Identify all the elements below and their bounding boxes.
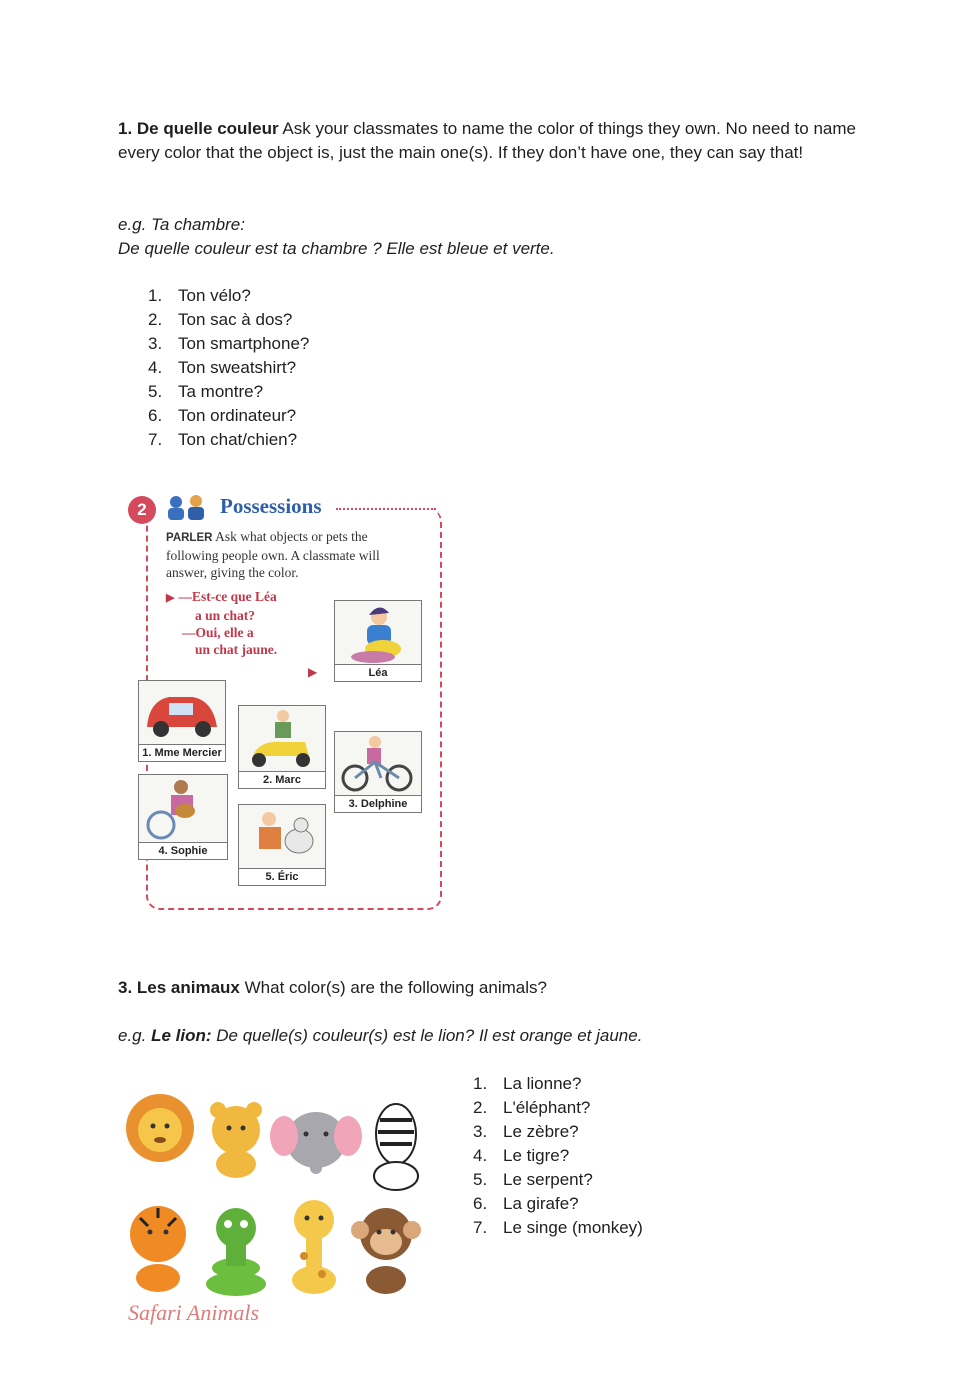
list-item — [148, 356, 309, 380]
list-item-number: 6. — [473, 1194, 488, 1213]
dialogue-line-1: ▶ —Est-ce que Léa — [166, 589, 277, 604]
panel-instruction — [166, 528, 406, 581]
dialogue-line-4: un chat jaune. — [195, 642, 278, 657]
lea-caption: Léa — [335, 664, 421, 681]
arrow-icon: ▶ — [308, 665, 318, 679]
example-prefix: e.g. — [118, 1026, 152, 1045]
list-item — [148, 284, 309, 308]
list-item-text: Le serpent? — [503, 1170, 593, 1189]
list-item-text: Le singe (monkey) — [503, 1218, 643, 1237]
section3-instruction-text: What color(s) are the following animals? — [239, 978, 547, 997]
list-item — [473, 1072, 643, 1096]
list-item-text: Le zèbre? — [503, 1122, 579, 1141]
dialogue-line-3: —Oui, elle a — [182, 625, 254, 640]
man-with-dog-icon — [239, 805, 325, 869]
mme-mercier-caption: 1. Mme Mercier — [139, 744, 225, 761]
parler-label: PARLER — [166, 532, 213, 544]
list-item — [148, 404, 309, 428]
list-item-text: Ton sac à dos? — [178, 310, 293, 329]
girl-with-cat-icon — [335, 601, 421, 665]
list-item-text: Ta montre? — [178, 382, 264, 401]
list-item — [148, 380, 309, 404]
section3-heading: 3. Les animaux — [118, 978, 240, 997]
list-item — [473, 1216, 643, 1240]
list-item-number: 7. — [148, 430, 163, 449]
list-item — [148, 332, 309, 356]
list-item-text: Ton chat/chien? — [178, 430, 298, 449]
list-item — [148, 428, 309, 452]
list-item-number: 2. — [473, 1098, 488, 1117]
dialogue-block — [166, 588, 277, 658]
speakers-icon — [164, 492, 210, 522]
eric-picture — [238, 804, 326, 886]
title-rule — [336, 508, 436, 510]
snake-icon — [206, 1208, 266, 1296]
list-item-number: 3. — [473, 1122, 488, 1141]
exercise-badge: 2 — [128, 496, 156, 524]
list-item — [473, 1192, 643, 1216]
safari-animals-image — [118, 1084, 438, 1334]
guitar-player-icon — [139, 775, 227, 843]
eric-caption: 5. Éric — [239, 868, 325, 885]
list-item — [473, 1096, 643, 1120]
section1-example-label: e.g. Ta chambre: — [118, 215, 245, 234]
safari-caption: Safari Animals — [128, 1300, 260, 1325]
list-item-text: Ton ordinateur? — [178, 406, 297, 425]
list-item-text: La lionne? — [503, 1074, 582, 1093]
lion-icon — [126, 1094, 194, 1162]
list-item — [148, 308, 309, 332]
panel-instruction-text: Ask what objects or pets the following people own. A classmate will answer, giving the color. — [166, 529, 380, 580]
example-sentence: De quelle(s) couleur(s) est le lion? Il est orange et jaune. — [211, 1026, 643, 1045]
delphine-caption: 3. Delphine — [335, 795, 421, 812]
list-item — [473, 1168, 643, 1192]
section1-question-list — [148, 284, 309, 452]
dialogue-line-2: a un chat? — [195, 608, 256, 623]
list-item-text: L'éléphant? — [503, 1098, 591, 1117]
list-item-number: 1. — [148, 286, 163, 305]
list-item-number: 1. — [473, 1074, 488, 1093]
marc-picture — [238, 705, 326, 789]
list-item — [473, 1144, 643, 1168]
list-item-number: 5. — [473, 1170, 488, 1189]
lioness-icon — [210, 1102, 262, 1178]
list-item-number: 2. — [148, 310, 163, 329]
mme-mercier-picture — [138, 680, 226, 762]
section3-question-list — [473, 1072, 643, 1240]
monkey-icon — [351, 1208, 421, 1294]
list-item-text: Ton sweatshirt? — [178, 358, 297, 377]
list-item-number: 5. — [148, 382, 163, 401]
textbook-panel — [118, 478, 458, 942]
sophie-picture — [138, 774, 228, 860]
bicycle-icon — [335, 732, 421, 796]
section1-heading: 1. De quelle couleur — [118, 119, 279, 138]
panel-title: Possessions — [220, 494, 322, 518]
marc-caption: 2. Marc — [239, 771, 325, 788]
example-animal: Le lion: — [151, 1026, 212, 1045]
section3-instructions — [118, 976, 868, 1000]
elephant-icon — [270, 1112, 362, 1174]
giraffe-icon — [292, 1200, 336, 1294]
list-item-number: 6. — [148, 406, 163, 425]
section1-example-sentence: De quelle couleur est ta chambre ? Elle est bleue et verte. — [118, 239, 555, 258]
section1-instruction-text: Ask your classmates to name the color of things they own. No need to name every color that the object is, just the main one(s). If they don’t have one, they can say that! — [118, 119, 856, 162]
list-item-number: 3. — [148, 334, 163, 353]
section1-instructions — [118, 117, 868, 165]
yellow-scooter-icon — [239, 706, 325, 772]
list-item-text: Ton smartphone? — [178, 334, 310, 353]
list-item-text: Ton vélo? — [178, 286, 251, 305]
zebra-icon — [374, 1104, 418, 1190]
list-item — [473, 1120, 643, 1144]
delphine-picture — [334, 731, 422, 813]
list-item-number: 4. — [148, 358, 163, 377]
tiger-icon — [130, 1206, 186, 1292]
animals-illustration — [118, 1084, 438, 1334]
sophie-caption: 4. Sophie — [139, 842, 227, 859]
list-item-number: 7. — [473, 1218, 488, 1237]
red-car-icon — [139, 681, 225, 745]
lea-picture — [334, 600, 422, 682]
section3-example — [118, 1024, 868, 1048]
list-item-number: 4. — [473, 1146, 488, 1165]
list-item-text: La girafe? — [503, 1194, 579, 1213]
list-item-text: Le tigre? — [503, 1146, 570, 1165]
